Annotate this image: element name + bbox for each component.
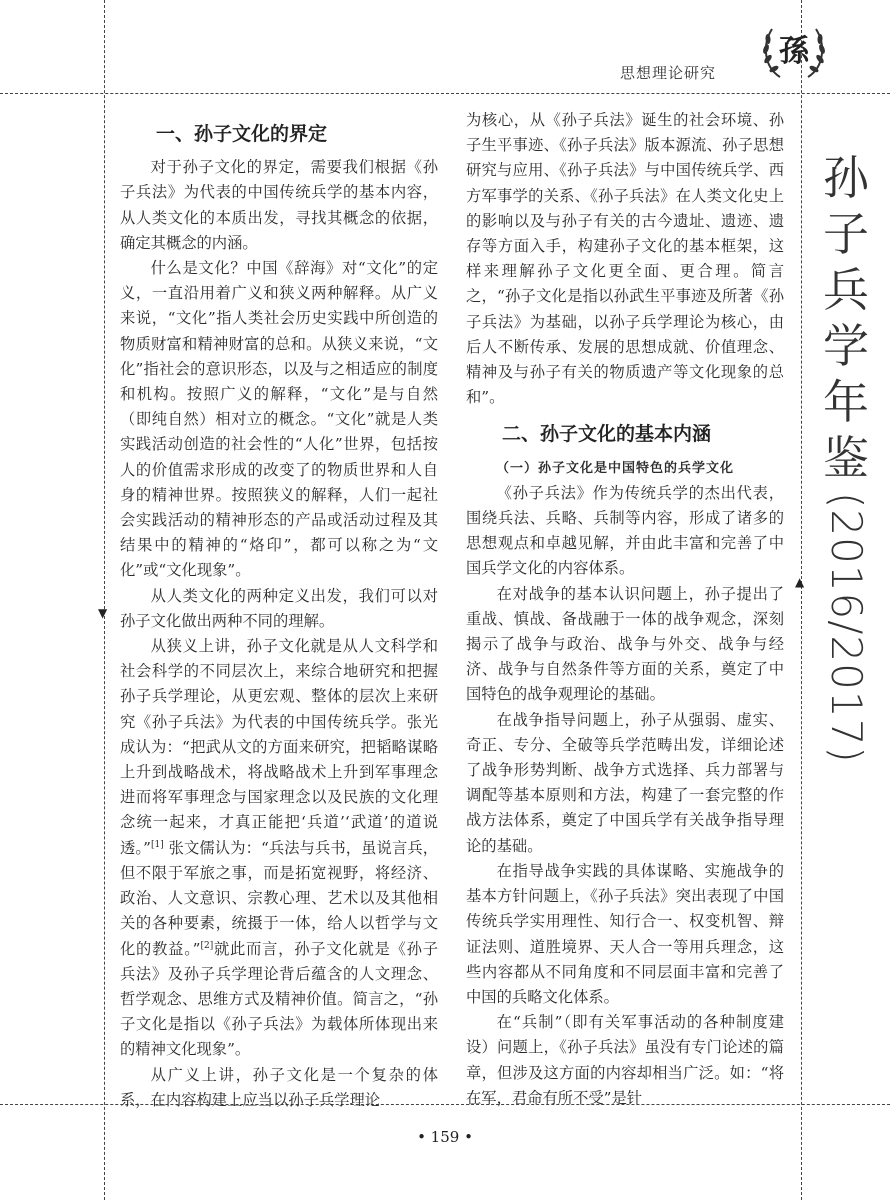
paragraph-text: 从狭义上讲，孙子文化就是从人文科学和社会科学的不同层次上，来综合地研究和把握孙子兵学理论，从更宏观、整体的层次上来研究《孙子兵法》为代表的中国传统兵学。张光成认为：“把武从文的方面来研究，把韬略谋略上升到战略战术，将战略战术上升到军事理念进而将军事理念与国家理念以及民族的文化理念统一起来，才真正能把‘兵道’‘武道’的道说透。” xyxy=(120,637,438,857)
section-label: 思想理论研究 xyxy=(620,64,717,82)
paragraph: 在指导战争实践的具体谋略、实施战争的基本方针问题上，《孙子兵法》突出表现了中国传统兵学实用理性、知行合一、权变机智、辩证法则、道胜境界、天人合一等用兵理念，这些内容都从不同角度和不同层面丰富和完善了中国的兵略文化体系。 xyxy=(466,861,784,1006)
down-arrow-icon: ▼ xyxy=(98,606,108,620)
book-title-char: 孙 xyxy=(823,151,869,205)
book-title-char: 子 xyxy=(823,207,869,261)
paragraph-text: 就此而言，孙子文化就是《孙子兵法》及孙子兵学理论背后蕴含的人文理念、哲学观念、思维方式及精神价值。简言之，“孙子文化是指以《孙子兵法》为载体所体现出来的精神文化现象”。 xyxy=(120,939,438,1059)
section-heading-1: 一、孙子文化的界定 xyxy=(156,123,328,145)
right-guide-line xyxy=(801,0,802,1200)
paragraph: 为核心，从《孙子兵法》诞生的社会环境、孙子生平事迹、《孙子兵法》版本源流、孙子思想研究与应用、《孙子兵法》与中国传统兵学、西方军事学的关系、《孙子兵法》在人类文化史上的影响以及与孙子有关的古今遗址、遗迹、遗存等方面入手，构建孙子文化的基本框架，这样来理解孙子文化更全面、更合理。简言之，“孙子文化是指以孙武生平事迹及所著《孙子兵法》为基础，以孙子兵学理论为核心，由后人不断传承、发展的思想成就、价值理念、精神及与孙子有关的物质遗产等文化现象的总和”。 xyxy=(466,111,784,407)
emblem-glyph: 孫 xyxy=(779,34,809,69)
book-title-char: 鉴 xyxy=(823,431,869,485)
section-heading-2: 二、孙子文化的基本内涵 xyxy=(502,423,712,446)
left-column xyxy=(120,110,438,1113)
left-guide-line xyxy=(104,0,105,1200)
paragraph: 在对战争的基本认识问题上，孙子提出了重战、慎战、备战融于一体的战争观念，深刻揭示了战争与政治、战争与外交、战争与经济、战争与自然条件等方面的关系，奠定了中国特色的战争观理论的基础。 xyxy=(466,584,784,704)
book-title-char: 年 xyxy=(823,375,869,429)
paragraph xyxy=(120,634,438,1062)
footnote-ref-2: [2] xyxy=(200,940,214,951)
paragraph: 从人类文化的两种定义出发，我们可以对孙子文化做出两种不同的理解。 xyxy=(120,586,438,630)
paragraph: 在战争指导问题上，孙子从强弱、虚实、奇正、专分、全破等兵学范畴出发，详细论述了战争形势判断、战争方式选择、兵力部署与调配等基本原则和方法，构建了一套完整的作战方法体系，奠定了中国兵学有关战争指导理论的基础。 xyxy=(466,710,784,855)
paragraph: 在“兵制”（即有关军事活动的各种制度建设）问题上，《孙子兵法》虽没有专门论述的篇章，但涉及这方面的内容却相当广泛。如：“将在军，君命有所不受”是针 xyxy=(466,1013,784,1107)
paragraph: 从广义上讲，孙子文化是一个复杂的体系，在内容构建上应当以孙子兵学理论 xyxy=(120,1065,438,1109)
book-title-char: 兵 xyxy=(823,263,869,317)
book-title-year: (2016/2017) xyxy=(822,492,871,764)
up-arrow-icon: ▲ xyxy=(795,575,805,589)
laurel-emblem-icon xyxy=(758,15,830,87)
footnote-ref-1: [1] xyxy=(150,839,164,850)
paragraph: 什么是文化？中国《辞海》对“文化”的定义，一直沿用着广义和狭义两种解释。从广义来说，“文化”指人类社会历史实践中所创造的物质财富和精神财富的总和。从狭义来说，“文化”指社会的意识形态，以及与之相适应的制度和机构。按照广义的解释，“文化”是与自然（即纯自然）相对立的概念。“文化”就是人类实践活动创造的社会性的“人化”世界，包括按人的价值需求形成的改变了的物质世界和人自身的精神世界。按照狭义的解释，人们一起社会实践活动的精神形态的产品或活动过程及其结果中的精神的“烙印”，都可以称之为“文化”或“文化现象”。 xyxy=(120,259,438,580)
book-title-char: 学 xyxy=(823,319,869,373)
subheading-1: （一）孙子文化是中国特色的兵学文化 xyxy=(496,460,735,476)
paragraph: 《孙子兵法》作为传统兵学的杰出代表，围绕兵法、兵略、兵制等内容，形成了诸多的思想观点和卓越见解，并由此丰富和完善了中国兵学文化的内容体系。 xyxy=(466,483,784,578)
paragraph-text: 张文儒认为：“兵法与兵书，虽说言兵，但不限于军旅之事，而是拓宽视野，将经济、政治、人文意识、宗教心理、艺术以及其他相关的各种要素，统摄于一体，给人以哲学与文化的教益。” xyxy=(120,838,439,958)
top-guide-line xyxy=(0,93,890,94)
book-title xyxy=(818,150,874,764)
paragraph: 对于孙子文化的界定，需要我们根据《孙子兵法》为代表的中国传统兵学的基本内容，从人类文化的本质出发，寻找其概念的依据，确定其概念的内涵。 xyxy=(120,158,438,252)
page-number: • 159 • xyxy=(417,1128,473,1146)
right-column xyxy=(466,108,784,1111)
